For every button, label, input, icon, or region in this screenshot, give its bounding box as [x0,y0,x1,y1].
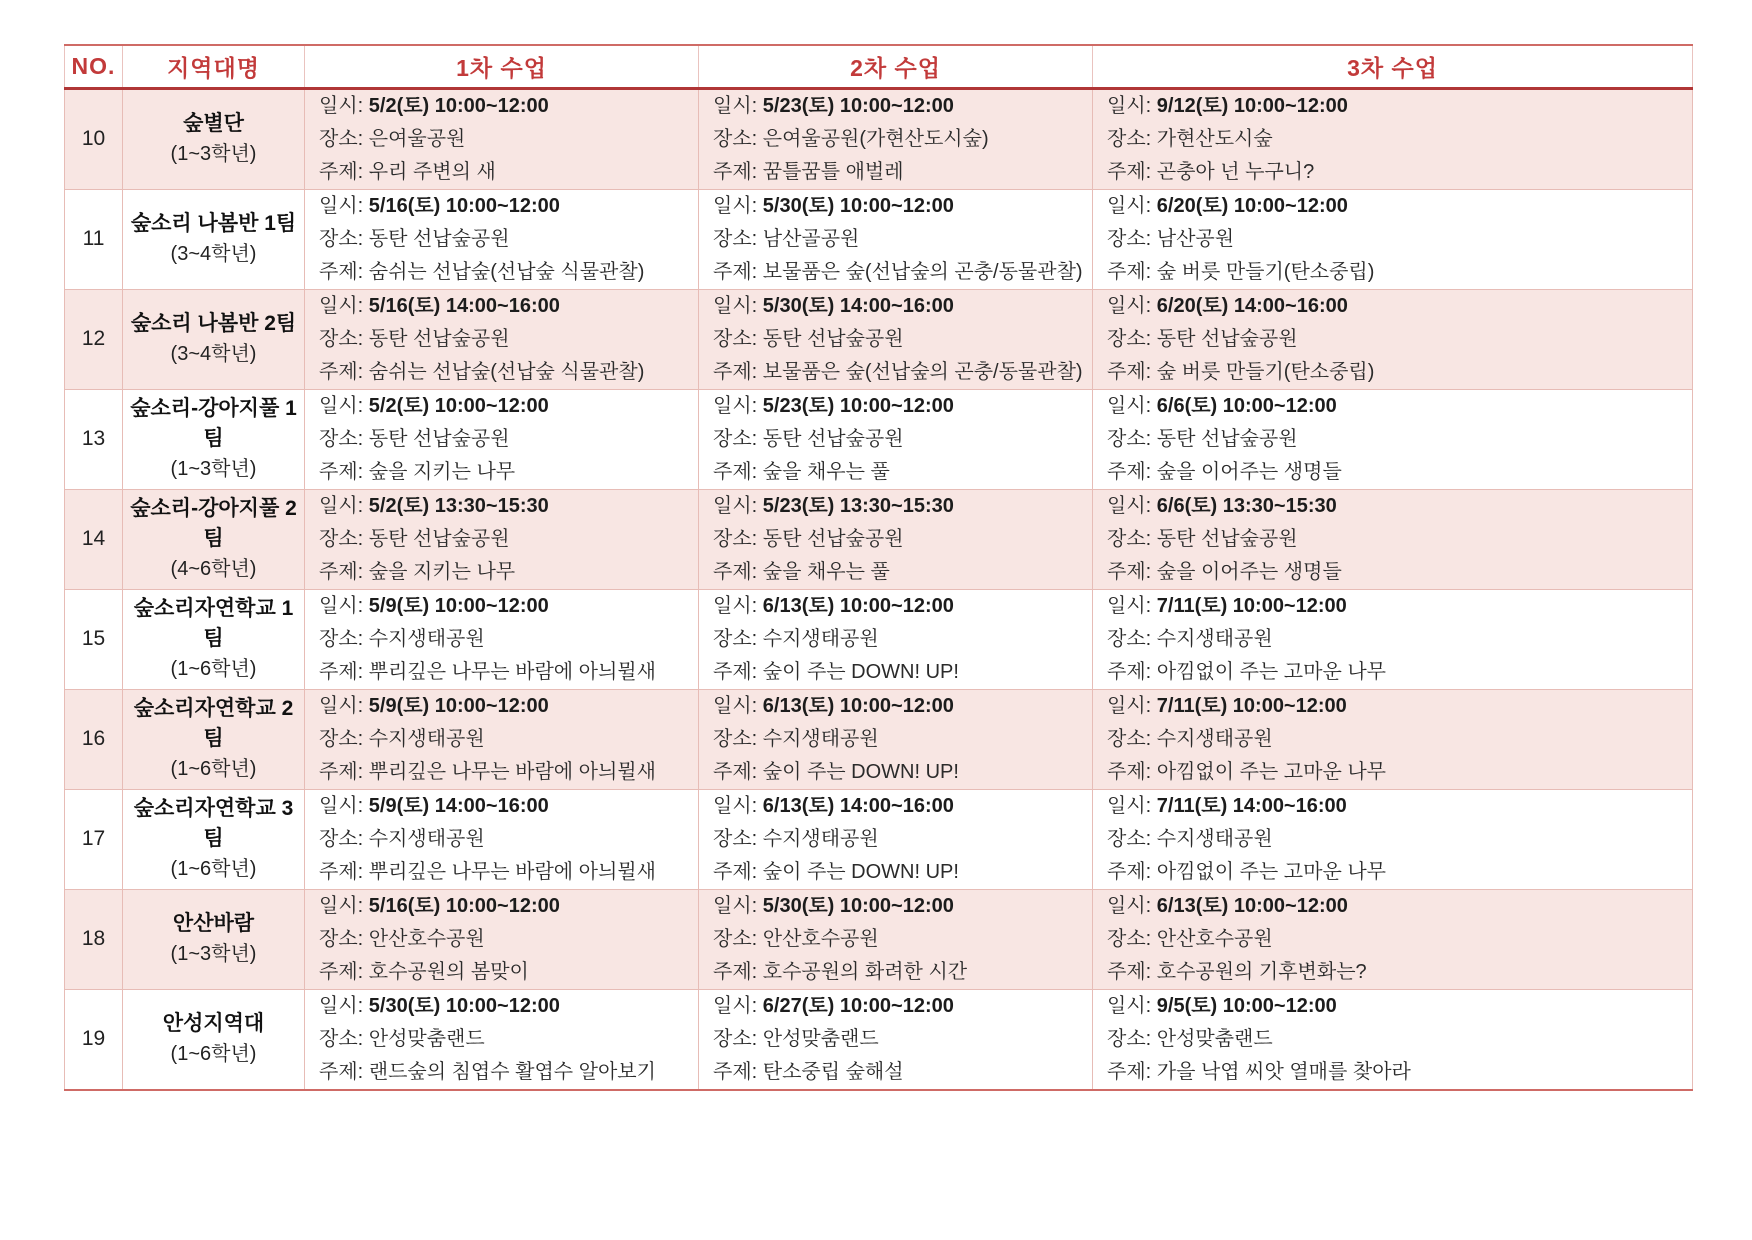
class-1-topic: 숨쉬는 선납숲(선납숲 식물관찰) [368,260,645,283]
class-2-cell [699,989,1093,1090]
class-3-cell [1093,189,1693,289]
class-2-topic: 숲이 주는 DOWN! UP! [762,660,959,683]
table-row [65,589,1693,689]
team-name: 숲소리자연학교 2팀 [133,697,294,750]
datetime-label: 일시: [1107,994,1152,1017]
column-header-no: NO. [65,45,123,88]
datetime-label: 일시: [713,594,758,617]
class-3-datetime: 7/11(토) 10:00~12:00 [1156,694,1347,717]
team-name: 안성지역대 [162,1012,265,1035]
class-1-place: 동탄 선납숲공원 [368,527,510,550]
team-cell [123,289,305,389]
class-2-topic: 보물품은 숲(선납숲의 곤충/동물관찰) [762,360,1083,383]
class-2-topic: 숲을 채우는 풀 [762,460,890,483]
datetime-label: 일시: [713,694,758,717]
row-number: 17 [65,789,123,889]
class-3-datetime: 9/12(토) 10:00~12:00 [1156,94,1348,117]
row-number: 19 [65,989,123,1090]
class-1-datetime: 5/9(토) 10:00~12:00 [368,694,549,717]
table-row [65,689,1693,789]
class-3-cell [1093,389,1693,489]
team-name: 숲소리-강아지풀 1팀 [130,397,297,450]
class-2-datetime: 5/30(토) 10:00~12:00 [762,894,954,917]
topic-label: 주제: [713,360,758,383]
topic-label: 주제: [713,660,758,683]
class-3-topic: 아낌없이 주는 고마운 나무 [1156,760,1386,783]
class-2-place: 동탄 선납숲공원 [762,527,904,550]
topic-label: 주제: [1107,960,1152,983]
table-row [65,789,1693,889]
row-number: 11 [65,189,123,289]
table-row [65,289,1693,389]
place-label: 장소: [713,1027,758,1050]
team-name: 숲소리 나봄반 1팀 [130,212,297,235]
class-2-datetime: 5/30(토) 14:00~16:00 [762,294,954,317]
row-number: 16 [65,689,123,789]
topic-label: 주제: [319,160,364,183]
class-1-place: 안산호수공원 [368,927,485,950]
class-3-place: 가현산도시숲 [1156,127,1273,150]
class-schedule-table [64,44,1693,1091]
place-label: 장소: [1107,927,1152,950]
class-3-place: 안성맞춤랜드 [1156,1027,1273,1050]
class-2-topic: 숲을 채우는 풀 [762,560,890,583]
class-2-datetime: 5/23(토) 10:00~12:00 [762,94,954,117]
topic-label: 주제: [1107,160,1152,183]
datetime-label: 일시: [319,94,364,117]
table-row [65,189,1693,289]
class-2-cell [699,389,1093,489]
topic-label: 주제: [319,660,364,683]
class-2-topic: 숲이 주는 DOWN! UP! [762,860,959,883]
place-label: 장소: [713,327,758,350]
class-3-datetime: 7/11(토) 14:00~16:00 [1156,794,1347,817]
team-grade: (1~3학년) [170,143,257,165]
datetime-label: 일시: [319,994,364,1017]
place-label: 장소: [1107,827,1152,850]
place-label: 장소: [1107,327,1152,350]
datetime-label: 일시: [1107,794,1152,817]
class-2-place: 수지생태공원 [762,827,879,850]
class-1-topic: 랜드숲의 침엽수 활엽수 알아보기 [368,1060,656,1083]
datetime-label: 일시: [319,494,364,517]
class-3-topic: 숲을 이어주는 생명들 [1156,460,1342,483]
row-number: 15 [65,589,123,689]
class-1-cell [305,88,699,189]
class-3-cell [1093,689,1693,789]
class-1-cell [305,189,699,289]
datetime-label: 일시: [713,394,758,417]
class-1-datetime: 5/16(토) 14:00~16:00 [368,294,560,317]
datetime-label: 일시: [1107,294,1152,317]
datetime-label: 일시: [713,194,758,217]
team-cell [123,189,305,289]
column-header-class-2: 2차 수업 [699,45,1093,88]
team-name: 숲소리자연학교 3팀 [133,797,294,850]
class-3-datetime: 6/6(토) 13:30~15:30 [1156,494,1337,517]
topic-label: 주제: [1107,360,1152,383]
class-3-place: 수지생태공원 [1156,627,1273,650]
class-2-place: 수지생태공원 [762,627,879,650]
class-3-topic: 숲 버릇 만들기(탄소중립) [1156,360,1375,383]
row-number: 14 [65,489,123,589]
datetime-label: 일시: [319,294,364,317]
class-2-cell [699,489,1093,589]
place-label: 장소: [319,927,364,950]
class-3-topic: 숲을 이어주는 생명들 [1156,560,1342,583]
class-2-place: 동탄 선납숲공원 [762,327,904,350]
class-1-place: 동탄 선납숲공원 [368,227,510,250]
topic-label: 주제: [1107,660,1152,683]
class-1-datetime: 5/2(토) 10:00~12:00 [368,94,549,117]
place-label: 장소: [319,1027,364,1050]
datetime-label: 일시: [713,794,758,817]
class-1-datetime: 5/9(토) 14:00~16:00 [368,794,549,817]
class-3-datetime: 9/5(토) 10:00~12:00 [1156,994,1337,1017]
class-1-cell [305,489,699,589]
place-label: 장소: [713,527,758,550]
place-label: 장소: [319,327,364,350]
class-2-place: 안산호수공원 [762,927,879,950]
class-2-place: 남산골공원 [762,227,860,250]
team-name: 숲별단 [183,112,244,135]
team-grade: (3~4학년) [170,243,257,265]
class-3-cell [1093,589,1693,689]
team-grade: (1~6학년) [170,1043,257,1065]
topic-label: 주제: [713,760,758,783]
class-1-cell [305,689,699,789]
class-3-cell [1093,989,1693,1090]
topic-label: 주제: [713,860,758,883]
topic-label: 주제: [713,460,758,483]
team-cell [123,689,305,789]
place-label: 장소: [1107,127,1152,150]
place-label: 장소: [713,727,758,750]
topic-label: 주제: [319,760,364,783]
place-label: 장소: [319,627,364,650]
team-cell [123,789,305,889]
datetime-label: 일시: [319,694,364,717]
class-3-cell [1093,489,1693,589]
class-2-topic: 꿈틀꿈틀 애벌레 [762,160,904,183]
class-3-datetime: 7/11(토) 10:00~12:00 [1156,594,1347,617]
class-2-datetime: 6/13(토) 10:00~12:00 [762,694,954,717]
topic-label: 주제: [713,160,758,183]
place-label: 장소: [1107,427,1152,450]
class-3-cell [1093,88,1693,189]
topic-label: 주제: [319,460,364,483]
place-label: 장소: [319,227,364,250]
row-number: 18 [65,889,123,989]
class-1-place: 동탄 선납숲공원 [368,327,510,350]
class-1-cell [305,389,699,489]
class-3-cell [1093,789,1693,889]
class-1-place: 은여울공원 [368,127,466,150]
class-3-topic: 호수공원의 기후변화는? [1156,960,1367,983]
class-2-cell [699,88,1093,189]
class-3-datetime: 6/20(토) 10:00~12:00 [1156,194,1348,217]
class-1-datetime: 5/2(토) 13:30~15:30 [368,494,549,517]
class-3-topic: 아낌없이 주는 고마운 나무 [1156,860,1386,883]
class-3-topic: 곤충아 넌 누구니? [1156,160,1315,183]
topic-label: 주제: [319,360,364,383]
datetime-label: 일시: [713,94,758,117]
topic-label: 주제: [713,260,758,283]
team-grade: (3~4학년) [170,343,257,365]
class-1-topic: 우리 주변의 새 [368,160,496,183]
class-3-cell [1093,289,1693,389]
class-2-place: 안성맞춤랜드 [762,1027,879,1050]
column-header-class-3: 3차 수업 [1093,45,1693,88]
class-1-topic: 숲을 지키는 나무 [368,560,516,583]
team-grade: (1~3학년) [170,943,257,965]
column-header-team: 지역대명 [123,45,305,88]
topic-label: 주제: [1107,460,1152,483]
topic-label: 주제: [1107,560,1152,583]
table-row [65,989,1693,1090]
class-2-cell [699,589,1093,689]
class-2-place: 수지생태공원 [762,727,879,750]
datetime-label: 일시: [713,994,758,1017]
class-1-topic: 숨쉬는 선납숲(선납숲 식물관찰) [368,360,645,383]
topic-label: 주제: [319,260,364,283]
team-grade: (1~6학년) [170,858,257,880]
team-cell [123,589,305,689]
class-1-datetime: 5/30(토) 10:00~12:00 [368,994,560,1017]
place-label: 장소: [713,427,758,450]
class-2-datetime: 5/30(토) 10:00~12:00 [762,194,954,217]
class-2-place: 은여울공원(가현산도시숲) [762,127,989,150]
team-name: 숲소리 나봄반 2팀 [130,312,297,335]
topic-label: 주제: [319,860,364,883]
class-1-cell [305,589,699,689]
place-label: 장소: [319,527,364,550]
datetime-label: 일시: [319,594,364,617]
class-1-cell [305,889,699,989]
datetime-label: 일시: [713,294,758,317]
topic-label: 주제: [713,560,758,583]
topic-label: 주제: [319,960,364,983]
class-1-place: 수지생태공원 [368,627,485,650]
place-label: 장소: [713,127,758,150]
place-label: 장소: [319,827,364,850]
class-2-cell [699,889,1093,989]
place-label: 장소: [1107,627,1152,650]
class-2-topic: 호수공원의 화려한 시간 [762,960,968,983]
class-3-place: 수지생태공원 [1156,727,1273,750]
class-1-topic: 숲을 지키는 나무 [368,460,516,483]
class-2-datetime: 5/23(토) 10:00~12:00 [762,394,954,417]
class-3-place: 동탄 선납숲공원 [1156,427,1298,450]
column-header-class-1: 1차 수업 [305,45,699,88]
row-number: 12 [65,289,123,389]
table-row [65,489,1693,589]
place-label: 장소: [319,427,364,450]
place-label: 장소: [713,927,758,950]
class-3-place: 남산공원 [1156,227,1235,250]
team-cell [123,889,305,989]
place-label: 장소: [713,227,758,250]
team-name: 숲소리-강아지풀 2팀 [130,497,297,550]
class-1-cell [305,989,699,1090]
row-number: 13 [65,389,123,489]
class-3-place: 동탄 선납숲공원 [1156,327,1298,350]
class-1-topic: 뿌리깊은 나무는 바람에 아늬뮐새 [368,660,656,683]
team-cell [123,489,305,589]
class-1-topic: 뿌리깊은 나무는 바람에 아늬뮐새 [368,860,656,883]
datetime-label: 일시: [319,194,364,217]
class-2-topic: 보물품은 숲(선납숲의 곤충/동물관찰) [762,260,1083,283]
class-1-place: 안성맞춤랜드 [368,1027,485,1050]
class-3-place: 수지생태공원 [1156,827,1273,850]
datetime-label: 일시: [1107,94,1152,117]
datetime-label: 일시: [1107,394,1152,417]
team-grade: (1~6학년) [170,658,257,680]
team-cell [123,88,305,189]
class-2-topic: 탄소중립 숲해설 [762,1060,904,1083]
class-2-cell [699,189,1093,289]
class-1-cell [305,289,699,389]
place-label: 장소: [1107,1027,1152,1050]
class-1-datetime: 5/2(토) 10:00~12:00 [368,394,549,417]
team-grade: (1~3학년) [170,458,257,480]
class-3-datetime: 6/20(토) 14:00~16:00 [1156,294,1348,317]
place-label: 장소: [713,627,758,650]
team-cell [123,989,305,1090]
team-grade: (4~6학년) [170,558,257,580]
table-body [65,88,1693,1090]
topic-label: 주제: [1107,260,1152,283]
class-2-datetime: 6/13(토) 14:00~16:00 [762,794,954,817]
class-3-place: 안산호수공원 [1156,927,1273,950]
datetime-label: 일시: [713,894,758,917]
place-label: 장소: [1107,227,1152,250]
topic-label: 주제: [319,1060,364,1083]
class-3-cell [1093,889,1693,989]
class-2-topic: 숲이 주는 DOWN! UP! [762,760,959,783]
class-1-datetime: 5/9(토) 10:00~12:00 [368,594,549,617]
table-row [65,88,1693,189]
team-cell [123,389,305,489]
class-2-place: 동탄 선납숲공원 [762,427,904,450]
class-2-datetime: 6/27(토) 10:00~12:00 [762,994,954,1017]
class-1-datetime: 5/16(토) 10:00~12:00 [368,194,560,217]
datetime-label: 일시: [713,494,758,517]
datetime-label: 일시: [319,794,364,817]
class-2-cell [699,789,1093,889]
class-3-datetime: 6/6(토) 10:00~12:00 [1156,394,1337,417]
class-1-cell [305,789,699,889]
team-grade: (1~6학년) [170,758,257,780]
class-3-topic: 숲 버릇 만들기(탄소중립) [1156,260,1375,283]
class-1-topic: 뿌리깊은 나무는 바람에 아늬뮐새 [368,760,656,783]
class-1-topic: 호수공원의 봄맞이 [368,960,529,983]
place-label: 장소: [713,827,758,850]
class-1-place: 동탄 선납숲공원 [368,427,510,450]
class-2-datetime: 5/23(토) 13:30~15:30 [762,494,954,517]
header-row [65,45,1693,88]
class-1-place: 수지생태공원 [368,727,485,750]
topic-label: 주제: [713,960,758,983]
place-label: 장소: [1107,527,1152,550]
class-2-datetime: 6/13(토) 10:00~12:00 [762,594,954,617]
team-name: 숲소리자연학교 1팀 [133,597,294,650]
place-label: 장소: [319,727,364,750]
place-label: 장소: [1107,727,1152,750]
class-1-place: 수지생태공원 [368,827,485,850]
datetime-label: 일시: [319,894,364,917]
class-1-datetime: 5/16(토) 10:00~12:00 [368,894,560,917]
topic-label: 주제: [1107,860,1152,883]
class-2-cell [699,689,1093,789]
place-label: 장소: [319,127,364,150]
class-2-cell [699,289,1093,389]
datetime-label: 일시: [1107,894,1152,917]
datetime-label: 일시: [1107,594,1152,617]
datetime-label: 일시: [1107,194,1152,217]
table-row [65,889,1693,989]
class-3-place: 동탄 선납숲공원 [1156,527,1298,550]
class-3-datetime: 6/13(토) 10:00~12:00 [1156,894,1348,917]
class-3-topic: 아낌없이 주는 고마운 나무 [1156,660,1386,683]
table-row [65,389,1693,489]
team-name: 안산바람 [172,912,255,935]
row-number: 10 [65,88,123,189]
topic-label: 주제: [713,1060,758,1083]
topic-label: 주제: [1107,1060,1152,1083]
datetime-label: 일시: [1107,494,1152,517]
topic-label: 주제: [1107,760,1152,783]
topic-label: 주제: [319,560,364,583]
datetime-label: 일시: [1107,694,1152,717]
datetime-label: 일시: [319,394,364,417]
class-3-topic: 가을 낙엽 씨앗 열매를 찾아라 [1156,1060,1411,1083]
